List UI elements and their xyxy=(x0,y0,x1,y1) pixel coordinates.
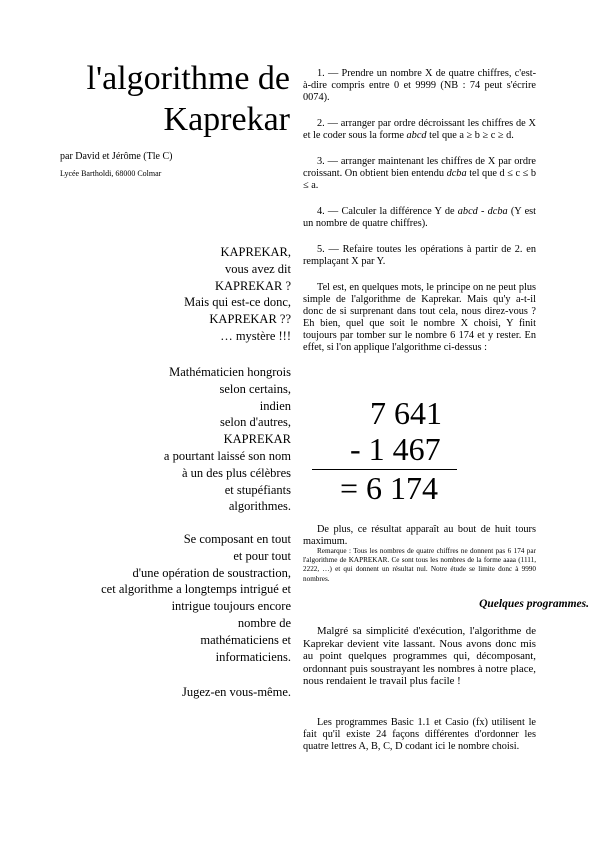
poem-line: d'une opération de soustraction, xyxy=(132,565,291,580)
step-3-code: dcba xyxy=(446,168,467,179)
step-1: 1. — Prendre un nombre X de quatre chiffres, c'est-à-dire compris entre 0 et 9999 (NB : 74 peut s'écrire 0074). xyxy=(303,68,536,103)
poem-line: et stupéfiants xyxy=(224,482,291,497)
poem-line: Mais qui est-ce donc, xyxy=(184,295,291,310)
poem-line: intrigue toujours encore xyxy=(171,599,291,614)
step-3-condition: tel que d ≤ c ≤ b ≤ a. xyxy=(303,168,536,191)
section-heading: Quelques programmes. xyxy=(479,598,589,610)
poem-line: Se composant en tout xyxy=(183,532,291,546)
remark-note xyxy=(303,547,536,584)
step-4-note: (Y est un nombre de quatre chiffres). xyxy=(303,206,537,229)
poem-stanza-1 xyxy=(184,244,291,345)
subtrahend: - 1 467 xyxy=(312,431,457,470)
poem-line: Mathématicien hongrois xyxy=(169,365,291,379)
basic-text: Les programmes Basic 1.1 et Casio (fx) utilisent le fait qu'il existe 24 façons différentes d'ordonner les quatre lettres A, B, C, D codant ici le nombre choisi. xyxy=(303,717,536,752)
result-paragraph xyxy=(303,524,536,548)
poem-line: a pourtant laissé son nom xyxy=(163,448,291,463)
result-text: De plus, ce résultat apparaît au bout de huit tours maximum. xyxy=(303,524,536,547)
poem-line: KAPREKAR ? xyxy=(214,278,291,293)
article-title xyxy=(87,58,290,140)
minuend: 7 641 xyxy=(370,395,442,431)
step-2-code: abcd xyxy=(406,130,427,141)
poem-closing xyxy=(182,684,291,701)
poem-line: selon d'autres, xyxy=(220,415,291,430)
byline: par David et Jérôme (Tle C) xyxy=(60,151,173,162)
step-2-condition: tel que a ≥ b ≥ c ≥ d. xyxy=(426,130,514,141)
step-4-text: 4. — Calculer la différence Y de xyxy=(317,206,458,217)
right-column xyxy=(300,0,595,842)
poem-line: à un des plus célèbres xyxy=(182,465,291,480)
poem-line: KAPREKAR, xyxy=(220,245,291,259)
step-3-text: 3. — arranger maintenant les chiffres de X par ordre croissant. On obtient bien entendu xyxy=(303,156,536,179)
poem-line: vous avez dit xyxy=(225,261,291,276)
poem-line: KAPREKAR xyxy=(223,432,291,447)
poem-line: mathématiciens et xyxy=(200,632,291,647)
result: = 6 174 xyxy=(340,470,439,506)
step-2-text: 2. — arranger par ordre décroissant les chiffres de X et le coder sous la forme xyxy=(303,118,536,141)
programs-text: Malgré sa simplicité d'exécution, l'algorithme de Kaprekar devient vite lassant. Nous avons donc mis au point quelques programmes qui, décomposant, ordonnant puis soustrayant les nombres à notre place, nous rendaient le travail plus facile ! xyxy=(303,625,536,687)
step-4 xyxy=(303,206,536,230)
title-line-2: Kaprekar xyxy=(163,101,290,138)
subtraction-example xyxy=(312,395,457,506)
poem-line: Jugez-en vous-même. xyxy=(182,685,291,699)
poem-line: cet algorithme a longtemps intrigué et xyxy=(101,582,291,597)
remark-text: Remarque : Tous les nombres de quatre chiffres ne donnent pas 6 174 par l'algorithme de KAPREKAR. Ce sont tous les nombres de la forme aaaa (1111, 2222, …) et qui donnent un résultat nul. Notre étude se limite donc à 9990 nombres. xyxy=(303,547,536,583)
poem-line: indien xyxy=(259,398,291,413)
poem-line: algorithmes. xyxy=(228,499,291,514)
programs-paragraph xyxy=(303,625,536,688)
poem-line: informaticiens. xyxy=(215,649,291,664)
step-3 xyxy=(303,156,536,192)
school-line: Lycée Bartholdi, 68000 Colmar xyxy=(60,169,162,178)
step-5: 5. — Refaire toutes les opérations à partir de 2. en remplaçant X par Y. xyxy=(303,244,536,267)
step-4-code: abcd - dcba xyxy=(457,206,508,217)
poem-line: et pour tout xyxy=(233,548,291,563)
basic-paragraph xyxy=(303,717,536,753)
poem-line: selon certains, xyxy=(219,381,291,396)
poem-line: … mystère !!! xyxy=(220,328,291,343)
poem-line: KAPREKAR ?? xyxy=(209,312,291,327)
poem-line: nombre de xyxy=(237,615,291,630)
poem-stanza-3 xyxy=(101,531,291,665)
poem-stanza-2 xyxy=(164,364,291,515)
step-2 xyxy=(303,118,536,142)
algorithm-steps xyxy=(303,68,536,354)
title-line-1: l'algorithme de xyxy=(86,60,290,97)
intro-paragraph: Tel est, en quelques mots, le principe on ne peut plus simple de l'algorithme de Kaprekar. Mais qu'y a-t-il donc de si surprenant dans tout cela, nous direz-vous ? Eh bien, quel que soit le nombre X choisi, Y finit toujours par tomber sur le nombre 6 174 et y rester. En effet, si l'on applique l'algorithme ci-dessus : xyxy=(303,282,536,353)
